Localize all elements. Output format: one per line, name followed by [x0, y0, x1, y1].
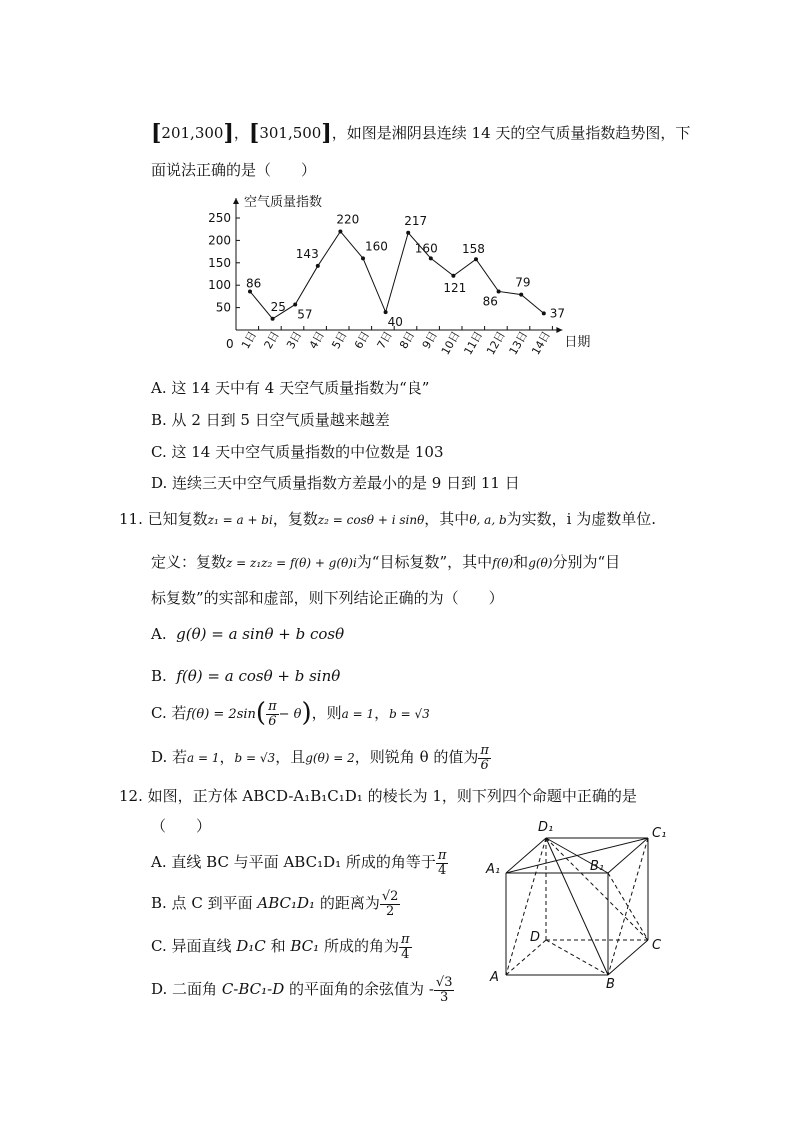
data-label: 86: [482, 294, 498, 309]
label-B: B: [606, 977, 615, 990]
data-label: 220: [336, 212, 360, 227]
data-point: [293, 302, 297, 306]
y-axis-arrow: [233, 198, 239, 204]
chart-title: 空气质量指数: [244, 195, 323, 210]
q11-number: 11.: [119, 510, 143, 528]
data-label: 79: [515, 275, 531, 290]
y-tick-label: 50: [215, 300, 231, 315]
label-C1: C₁: [652, 826, 667, 841]
label-B1: B₁: [590, 859, 605, 874]
z-def: z = z₁z₂ = f(θ) + g(θ)i: [226, 556, 357, 570]
data-point: [497, 289, 501, 293]
label-D: D: [530, 930, 541, 945]
x-axis-label: 日期: [564, 335, 591, 350]
z2-expr: z₂ = cosθ + i sinθ: [317, 513, 425, 527]
x-tick-label: 4日: [306, 329, 327, 352]
data-point: [474, 257, 478, 261]
data-point: [406, 231, 410, 235]
q12-stem: 12. 如图，正方体 ABCD-A₁B₁C₁D₁ 的棱长为 1，则下列四个命题中正确的是: [119, 787, 637, 805]
x-tick-label: 1日: [238, 329, 260, 352]
data-label: 160: [365, 239, 388, 254]
label-A: A: [490, 970, 499, 985]
x-tick-label: 8日: [397, 329, 418, 352]
x-tick-label: 12日: [484, 329, 508, 358]
aqi-chart: [200, 188, 600, 358]
x-tick-label: 14日: [529, 329, 553, 358]
data-point: [429, 256, 433, 260]
q10-option-b: B. 从 2 日到 5 日空气质量越来越差: [151, 411, 390, 429]
q12-option-a: A. 直线 BC 与平面 ABC₁D₁ 所成的角等于 $\frac{\pi}{4}$: [151, 847, 447, 878]
cube-figure: [480, 815, 680, 990]
data-label: 40: [387, 315, 403, 330]
q10-option-c: C. 这 14 天中空气质量指数的中位数是 103: [151, 443, 444, 461]
range-1: 201,300: [161, 124, 224, 142]
data-label: 25: [270, 299, 286, 314]
data-point: [316, 264, 320, 268]
label-A1: A₁: [486, 862, 501, 877]
z1-expr: z₁ = a + bi: [207, 513, 273, 527]
data-label: 86: [246, 276, 262, 291]
data-point: [271, 317, 275, 321]
q11-option-c: C. 若f(θ) = 2sin( $\frac{\pi}{6}$ − θ)，则a = 1，b = √3: [151, 698, 430, 729]
q12-option-d: D. 二面角 C-BC₁-D 的平面角的余弦值为 - $\frac{√3}{3}$: [151, 974, 453, 1005]
data-label: 121: [443, 280, 467, 295]
data-label: 160: [414, 241, 438, 256]
q11-stem-line-1: 11. 已知复数z₁ = a + bi，复数z₂ = cosθ + i sinθ，其中θ, a, b为实数，i 为虚数单位.: [119, 510, 656, 528]
y-tick-label: 100: [208, 278, 231, 293]
q10-option-a: A. 这 14 天中有 4 天空气质量指数为“良”: [151, 379, 430, 397]
label-D1: D₁: [538, 820, 554, 835]
intro-line-1: [201,300]，[301,500]，如图是湘阴县连续 14 天的空气质量指数趋势图，下: [151, 120, 691, 146]
data-point: [519, 293, 523, 297]
hidden-diag-D1-A: [506, 838, 546, 975]
hidden-diag-D1-C: [546, 838, 648, 940]
x-tick-label: 2日: [261, 329, 282, 352]
q11-option-d: D. 若a = 1，b = √3，且g(θ) = 2，则锐角 θ 的值为 $\frac{\pi}{6}$: [151, 742, 489, 773]
hidden-edge-D-A: [506, 940, 546, 975]
data-label: 158: [462, 242, 485, 257]
y-tick-label: 250: [208, 211, 231, 225]
x-tick-label: 13日: [506, 329, 531, 358]
x-tick-label: 9日: [419, 329, 440, 352]
data-point: [451, 274, 455, 278]
x-tick-label: 7日: [374, 329, 395, 352]
q11-stem-line-2: 定义：复数z = z₁z₂ = f(θ) + g(θ)i为“目标复数”，其中f(θ)和g(θ)分别为“目: [151, 553, 621, 571]
x-tick-label: 10日: [438, 329, 463, 358]
data-point: [542, 311, 546, 315]
intro-line-2: 面说法正确的是（ ）: [151, 161, 317, 179]
x-tick-label: 3日: [284, 329, 305, 352]
q12-paren: （ ）: [151, 817, 212, 835]
q11-stem-line-3: 标复数”的实部和虚部，则下列结论正确的为（ ）: [151, 589, 504, 607]
diag-A1-C1: [506, 838, 648, 873]
x-tick-label: 11日: [461, 329, 486, 358]
q12-option-b: B. 点 C 到平面 ABC₁D₁ 的距离为 $\frac{√2}{2}$: [151, 888, 399, 919]
range-2: 301,500: [259, 124, 322, 142]
data-point: [361, 256, 365, 260]
data-label: 37: [549, 306, 566, 321]
q12-option-c: C. 异面直线 D₁C 和 BC₁ 所成的角为 $\frac{\pi}{4}$: [151, 931, 410, 962]
data-point: [384, 310, 388, 314]
q10-option-d: D. 连续三天中空气质量指数方差最小的是 9 日到 11 日: [151, 474, 520, 492]
label-C: C: [652, 938, 662, 953]
q11-option-a: A. g(θ) = a sinθ + b cosθ: [151, 625, 345, 643]
data-label: 143: [295, 246, 319, 261]
hidden-diag-D-B: [546, 940, 608, 975]
q11-option-b: B. f(θ) = a cosθ + b sinθ: [151, 667, 341, 685]
x-axis-arrow: [556, 327, 562, 333]
x-tick-label: 5日: [329, 329, 350, 352]
data-point: [338, 229, 342, 233]
y-tick-label: 200: [208, 233, 231, 248]
edge-C-B: [608, 940, 648, 975]
data-label: 57: [297, 307, 313, 322]
q12-number: 12.: [119, 787, 143, 805]
hidden-diag-C1-B: [608, 838, 648, 975]
origin-label: 0: [226, 337, 234, 351]
y-tick-label: 150: [208, 255, 231, 270]
data-label: 217: [404, 213, 428, 228]
intro-text: ，如图是湘阴县连续 14 天的空气质量指数趋势图，下: [331, 124, 691, 142]
x-tick-label: 6日: [351, 329, 373, 352]
